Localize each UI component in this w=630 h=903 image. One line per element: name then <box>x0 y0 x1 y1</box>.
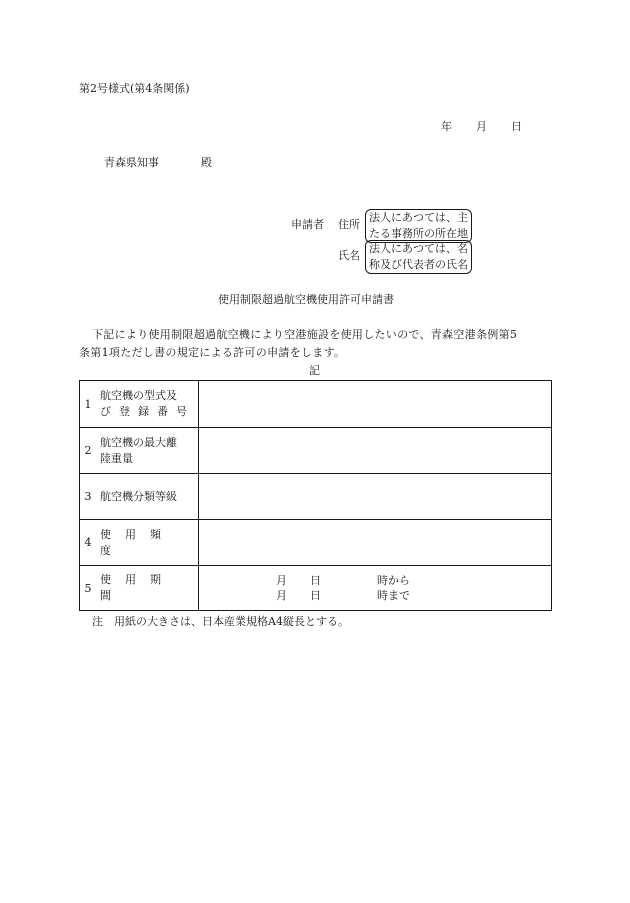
period-end <box>199 588 551 603</box>
date-day: 日 <box>511 120 522 133</box>
table-row <box>80 428 552 474</box>
addressee: 青森県知事 <box>104 156 159 169</box>
row-value <box>199 381 552 428</box>
address-note-line2: たる事務所の所在地 <box>369 227 468 240</box>
period-end-day: 日 <box>310 589 321 602</box>
table-row <box>80 474 552 520</box>
address-label: 住所 <box>338 218 360 231</box>
period-end-suffix: 時まで <box>377 589 410 602</box>
period-end-month: 月 <box>276 589 287 602</box>
period-start-day: 日 <box>310 574 321 587</box>
row-item <box>96 520 199 566</box>
body-line-1: 下記により使用制限超過航空機により空港施設を使用したいので、青森空港条例第5 <box>92 328 518 341</box>
date-year: 年 <box>441 120 452 133</box>
row-number: 2 <box>80 428 97 474</box>
address-note <box>365 209 472 243</box>
row-item <box>96 428 199 474</box>
row-item-line1: 使用期間 <box>100 573 175 602</box>
row-value <box>199 428 552 474</box>
body-line-2: 条第1項ただし書の規定による許可の申請をします。 <box>79 346 346 359</box>
table-row <box>80 520 552 566</box>
date-line <box>441 120 522 133</box>
usage-period-cell <box>199 566 552 611</box>
row-item-line1: 航空機分類等級 <box>100 489 177 503</box>
name-note <box>365 240 472 274</box>
row-number: 4 <box>80 520 97 566</box>
row-item-line1: 使用頻度 <box>100 527 175 557</box>
date-month: 月 <box>476 120 487 133</box>
document-title: 使用制限超過航空機使用許可申請書 <box>218 293 394 306</box>
ki-heading: 記 <box>309 364 320 377</box>
table-row <box>80 566 552 611</box>
period-start-month: 月 <box>276 574 287 587</box>
applicant-label: 申請者 <box>291 218 324 231</box>
address-note-line1: 法人にあつては、主 <box>369 211 468 224</box>
footnote: 注 用紙の大きさは、日本産業規格A4縦長とする。 <box>92 615 349 628</box>
name-note-line1: 法人にあつては、名 <box>369 242 468 255</box>
application-table <box>79 380 552 611</box>
name-label: 氏名 <box>338 249 360 262</box>
name-note-line2: 称及び代表者の氏名 <box>369 258 468 271</box>
form-number: 第2号様式(第4条関係) <box>79 82 190 95</box>
row-item <box>96 381 199 428</box>
row-item-line1: 航空機の型式及 <box>100 389 177 402</box>
row-number: 5 <box>80 566 97 611</box>
period-start <box>199 573 551 588</box>
row-item-line2: 陸重量 <box>100 451 133 465</box>
row-item-line1: 航空機の最大離 <box>100 435 177 449</box>
row-number: 1 <box>80 381 97 428</box>
honorific: 殿 <box>201 156 212 169</box>
table-row <box>80 381 552 428</box>
row-item <box>96 566 199 611</box>
row-value <box>199 474 552 520</box>
row-item-line2: び登録番号 <box>100 405 195 418</box>
period-start-suffix: 時から <box>377 574 410 587</box>
row-number: 3 <box>80 474 97 520</box>
row-item <box>96 474 199 520</box>
row-value <box>199 520 552 566</box>
addressee-line <box>104 156 212 169</box>
